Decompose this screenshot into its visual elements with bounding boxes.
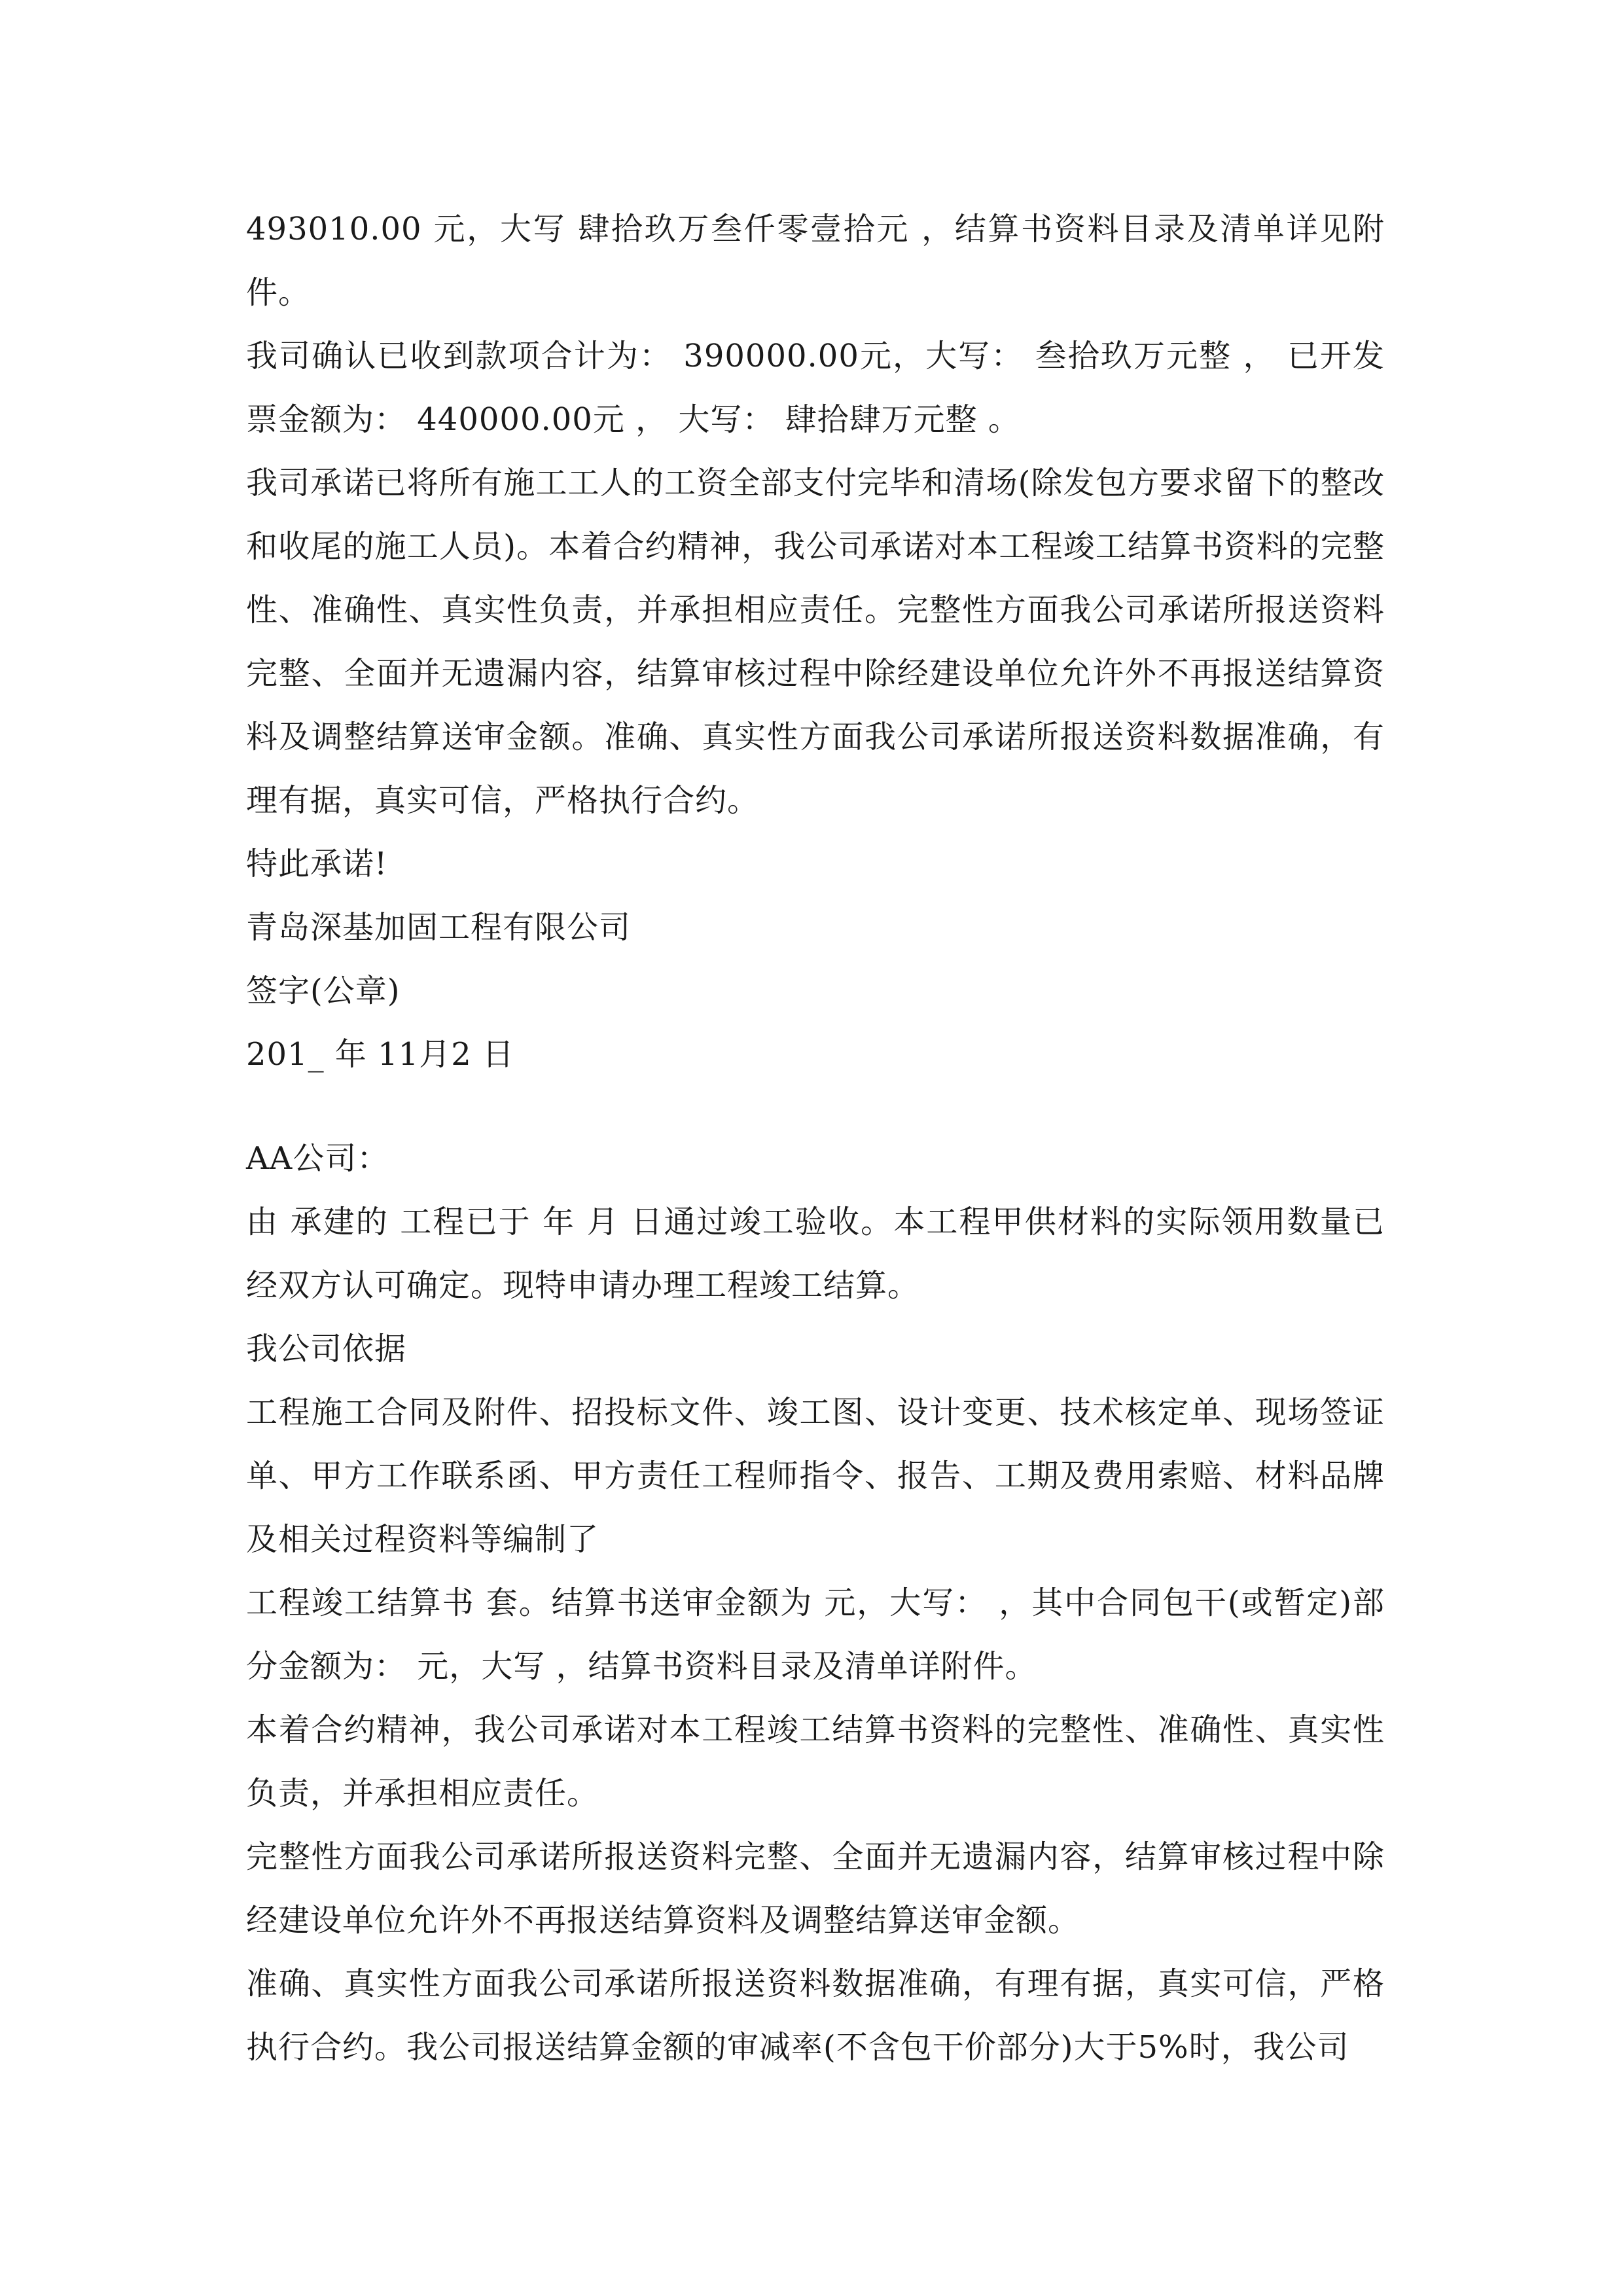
application-section: [246, 1127, 1385, 2079]
paragraph-hereby-commit: 特此承诺!: [246, 846, 388, 882]
paragraph-payment-received: 我司确认已收到款项合计为： 390000.00元，大写： 叁拾玖万元整 ， 已开发票金额为： 440000.00元 ， 大写： 肆拾肆万元整 。: [246, 338, 1385, 438]
paragraph-acceptance: 由 承建的 工程已于 年 月 日通过竣工验收。本工程甲供材料的实际领用数量已经双方认可确定。现特申请办理工程竣工结算。: [246, 1204, 1385, 1304]
paragraph-accuracy: 准确、真实性方面我公司承诺所报送资料数据准确，有理有据，真实可信，严格执行合约。我公司报送结算金额的审减率(不含包干价部分)大于5%时，我公司: [246, 1965, 1385, 2066]
company-name: 青岛深基加固工程有限公司: [246, 909, 632, 946]
paragraph-basis-heading: 我公司依据: [246, 1331, 407, 1367]
document-date: 201_ 年 11月2 日: [246, 1036, 515, 1073]
paragraph-contract-spirit: 本着合约精神，我公司承诺对本工程竣工结算书资料的完整性、准确性、真实性负责，并承担相应责任。: [246, 1712, 1385, 1812]
paragraph-settlement-book: 工程竣工结算书 套。结算书送审金额为 元，大写： ，其中合同包干(或暂定)部分金额为： 元，大写 ，结算书资料目录及清单详附件。: [246, 1585, 1385, 1685]
addressee: AA公司：: [246, 1140, 389, 1177]
paragraph-basis-list: 工程施工合同及附件、招投标文件、竣工图、设计变更、技术核定单、现场签证单、甲方工作联系函、甲方责任工程师指令、报告、工期及费用索赔、材料品牌及相关过程资料等编制了: [246, 1394, 1385, 1558]
paragraph-completeness: 完整性方面我公司承诺所报送资料完整、全面并无遗漏内容，结算审核过程中除经建设单位允许外不再报送结算资料及调整结算送审金额。: [246, 1839, 1385, 1939]
paragraph-commitment-body: 我司承诺已将所有施工工人的工资全部支付完毕和清场(除发包方要求留下的整改和收尾的施工人员)。本着合约精神，我公司承诺对本工程竣工结算书资料的完整性、准确性、真实性负责，并承担相应责任。完整性方面我公司承诺所报送资料完整、全面并无遗漏内容，结算审核过程中除经建设单位允许外不再报送结算资料及调整结算送审金额。准确、真实性方面我公司承诺所报送资料数据准确，有理有据，真实可信，严格执行合约。: [246, 465, 1385, 819]
paragraph-settlement-amount: 493010.00 元，大写 肆拾玖万叁仟零壹拾元 ，结算书资料目录及清单详见附件。: [246, 211, 1385, 311]
signature-seal-label: 签字(公章): [246, 973, 401, 1009]
commitment-section: [246, 198, 1385, 1086]
